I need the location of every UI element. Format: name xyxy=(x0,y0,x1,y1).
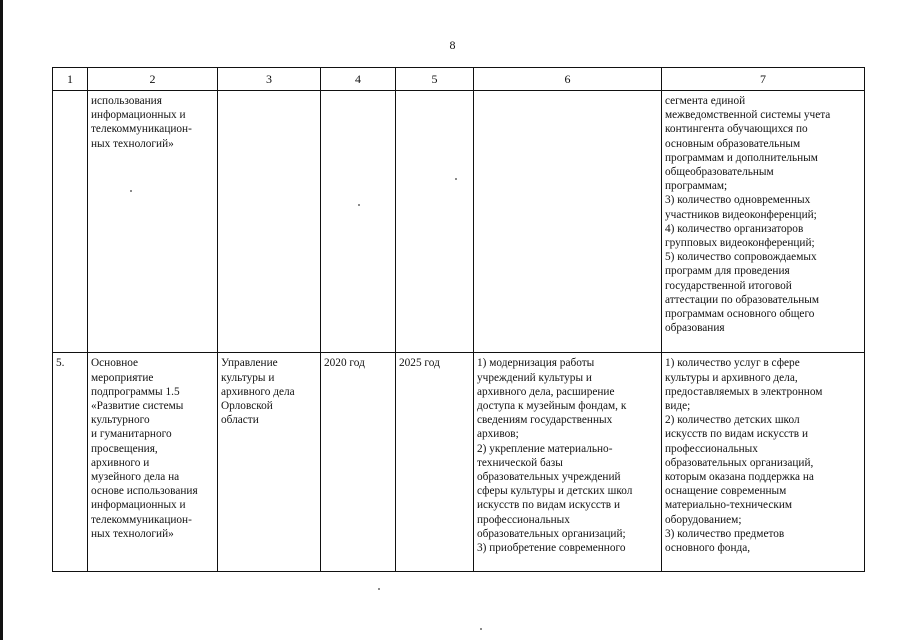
col-header-2: 2 xyxy=(88,68,218,91)
cell-indicators: сегмента единой межведомственной системы учета контингента обучающихся по основным образовательным программам и дополнительным общеобразовательным программам; 3) количество одновременных участников видеоконференций; 4) количество организаторов групповых видеоконференций; 5) количество сопровождаемых программ для проведения государственной итоговой аттестации по образовательным программам основного общего образования xyxy=(662,91,865,353)
program-table xyxy=(52,67,865,572)
table-row xyxy=(53,91,865,353)
cell-number xyxy=(53,91,88,353)
col-header-5: 5 xyxy=(396,68,474,91)
cell-end-year: 2025 год xyxy=(396,353,474,572)
page-number: 8 xyxy=(449,38,456,52)
scan-speck xyxy=(378,588,380,590)
cell-number: 5. xyxy=(53,353,88,572)
scan-speck xyxy=(455,178,457,180)
cell-results xyxy=(474,91,662,353)
col-header-3: 3 xyxy=(218,68,321,91)
col-header-7: 7 xyxy=(662,68,865,91)
col-header-4: 4 xyxy=(321,68,396,91)
table-row xyxy=(53,353,865,572)
cell-end-year xyxy=(396,91,474,353)
header-row xyxy=(53,68,865,91)
cell-start-year xyxy=(321,91,396,353)
scan-edge-bar xyxy=(0,0,3,640)
cell-activity: использования информационных и телекоммуникацион- ных технологий» xyxy=(88,91,218,353)
scan-speck xyxy=(480,628,482,630)
scan-speck xyxy=(130,190,132,192)
col-header-6: 6 xyxy=(474,68,662,91)
cell-start-year: 2020 год xyxy=(321,353,396,572)
cell-executor: Управление культуры и архивного дела Орловской области xyxy=(218,353,321,572)
cell-activity: Основное мероприятие подпрограммы 1.5 «Развитие системы культурного и гуманитарного просвещения, архивного и музейного дела на основе использования информационных и телекоммуникацион- ных технологий» xyxy=(88,353,218,572)
cell-indicators: 1) количество услуг в сфере культуры и архивного дела, предоставляемых в электронном виде; 2) количество детских школ искусств по видам искусств и профессиональных образовательных организаций, которым оказана поддержка на оснащение современным материально-техническим оборудованием; 3) количество предметов основного фонда, xyxy=(662,353,865,572)
scan-speck xyxy=(358,204,360,206)
col-header-1: 1 xyxy=(53,68,88,91)
cell-results: 1) модернизация работы учреждений культуры и архивного дела, расширение доступа к музейным фондам, к сведениям государственных архивов; 2) укрепление материально- технической базы образовательных учреждений сферы культуры и детских школ искусств по видам искусств и профессиональных образовательных организаций; 3) приобретение современного xyxy=(474,353,662,572)
cell-executor xyxy=(218,91,321,353)
